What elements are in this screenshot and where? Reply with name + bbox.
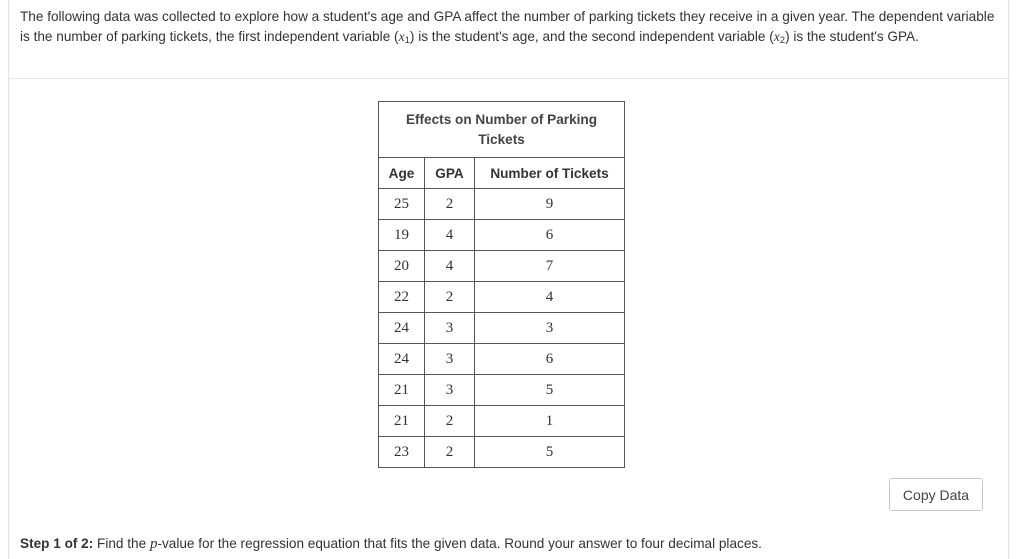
cell-gpa: 3 xyxy=(425,375,475,406)
table-row xyxy=(379,406,625,437)
cell-age: 21 xyxy=(379,406,425,437)
cell-gpa: 4 xyxy=(425,220,475,251)
cell-age: 23 xyxy=(379,437,425,468)
intro-text-2: ) is the student's age, and the second independent variable ( xyxy=(409,29,774,44)
cell-tickets: 9 xyxy=(475,189,625,220)
table-row xyxy=(379,282,625,313)
x2-subscript: 2 xyxy=(779,35,786,46)
table-row xyxy=(379,344,625,375)
cell-gpa: 2 xyxy=(425,437,475,468)
cell-age: 22 xyxy=(379,282,425,313)
cell-tickets: 4 xyxy=(475,282,625,313)
cell-age: 20 xyxy=(379,251,425,282)
x1-variable: x xyxy=(398,29,405,44)
cell-gpa: 4 xyxy=(425,251,475,282)
cell-tickets: 6 xyxy=(475,220,625,251)
table-row xyxy=(379,220,625,251)
step-text-1: Find the xyxy=(93,536,150,551)
problem-statement xyxy=(20,7,1005,47)
column-header-gpa: GPA xyxy=(425,158,475,189)
cell-tickets: 5 xyxy=(475,437,625,468)
cell-tickets: 7 xyxy=(475,251,625,282)
cell-tickets: 6 xyxy=(475,344,625,375)
cell-tickets: 5 xyxy=(475,375,625,406)
x1-subscript: 1 xyxy=(404,35,410,46)
cell-age: 19 xyxy=(379,220,425,251)
table-header-row xyxy=(379,158,625,189)
table-row xyxy=(379,313,625,344)
table-row xyxy=(379,189,625,220)
cell-gpa: 2 xyxy=(425,282,475,313)
step-text-2: -value for the regression equation that fits the given data. Round your answer to four decimal places. xyxy=(157,536,762,551)
data-table xyxy=(378,101,625,468)
table-caption: Effects on Number of Parking Tickets xyxy=(379,102,625,158)
column-header-tickets: Number of Tickets xyxy=(475,158,625,189)
cell-age: 24 xyxy=(379,344,425,375)
cell-age: 25 xyxy=(379,189,425,220)
cell-age: 21 xyxy=(379,375,425,406)
divider xyxy=(8,78,1009,79)
table-row xyxy=(379,437,625,468)
intro-text-3: ) is the student's GPA. xyxy=(785,29,919,44)
cell-gpa: 2 xyxy=(425,189,475,220)
intro-text-1: The following data was collected to explore how a student's age and GPA affect the number of parking tickets they receive in a given year. The dependent variable is the number of parking tickets, the first independent variable ( xyxy=(20,9,995,44)
step-label: Step 1 of 2: xyxy=(20,536,94,551)
table-row xyxy=(379,375,625,406)
cell-age: 24 xyxy=(379,313,425,344)
step-instruction xyxy=(20,534,762,554)
x2-variable: x xyxy=(773,29,780,44)
copy-data-button[interactable]: Copy Data xyxy=(889,478,983,511)
cell-gpa: 2 xyxy=(425,406,475,437)
cell-tickets: 3 xyxy=(475,313,625,344)
cell-gpa: 3 xyxy=(425,344,475,375)
column-header-age: Age xyxy=(379,158,425,189)
table-row xyxy=(379,251,625,282)
cell-gpa: 3 xyxy=(425,313,475,344)
cell-tickets: 1 xyxy=(475,406,625,437)
p-variable: p xyxy=(149,536,158,552)
